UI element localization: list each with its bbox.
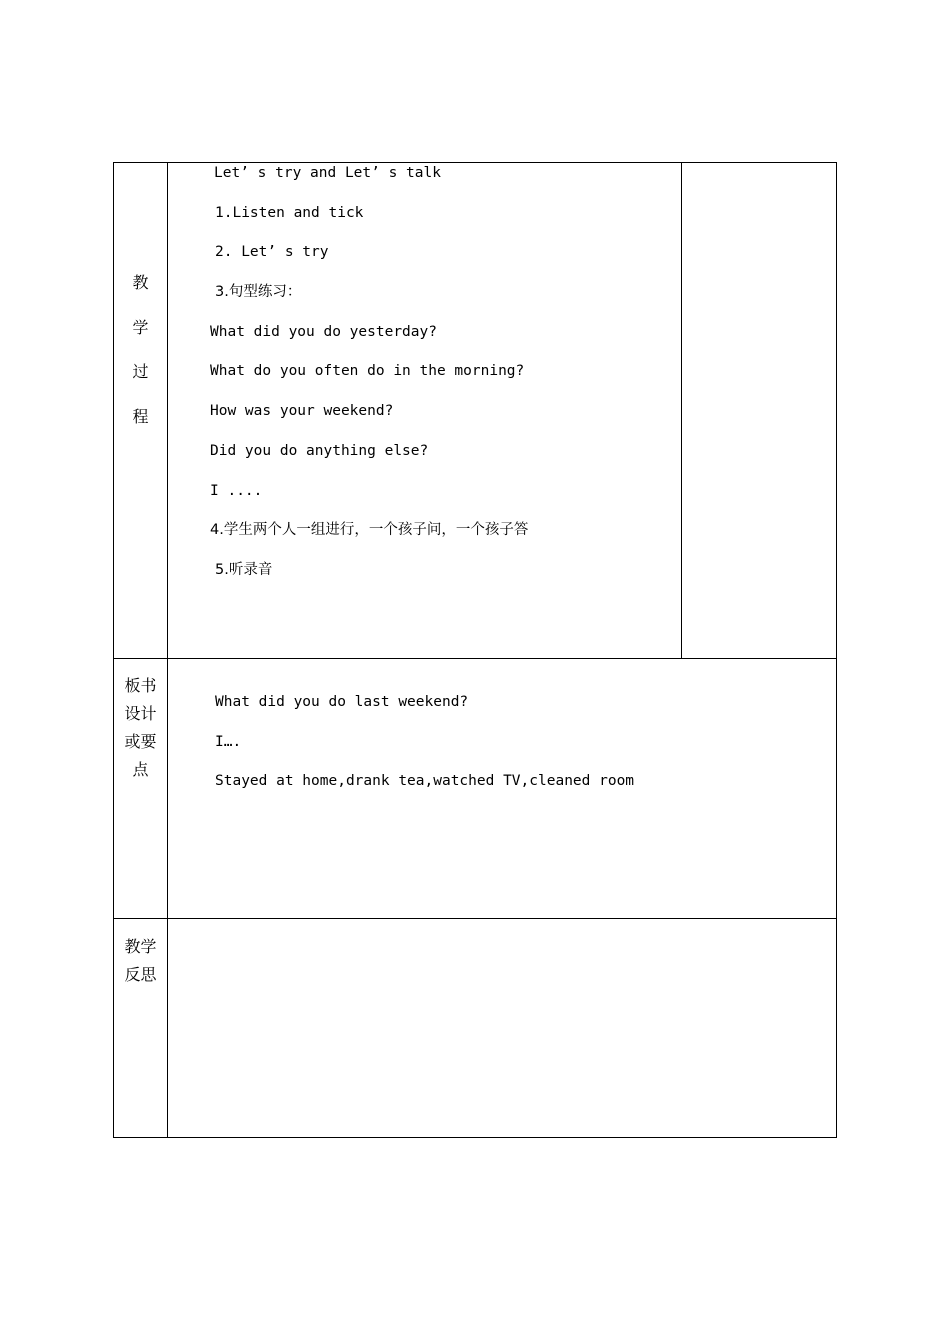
label-text: 或要 — [124, 732, 157, 751]
process-line: What do you often do in the morning? — [210, 363, 525, 379]
process-line: 4.学生两个人一组进行，一个孩子问，一个孩子答 — [210, 522, 529, 538]
process-line: 3.句型练习： — [215, 284, 302, 300]
process-line: Let’ s try and Let’ s talk — [214, 165, 441, 181]
label-text: 教学 — [124, 937, 157, 956]
teaching-process-content — [168, 163, 682, 659]
label-char: 程 — [132, 406, 149, 426]
process-line: What did you do yesterday? — [210, 324, 437, 340]
process-line: 2. Let’ s try — [215, 244, 329, 260]
board-design-row — [114, 659, 837, 919]
board-design-label-cell — [114, 659, 168, 919]
process-line: 1.Listen and tick — [215, 205, 364, 221]
process-line: 5.听录音 — [215, 562, 273, 578]
board-design-label — [114, 659, 167, 784]
teaching-process-row — [114, 163, 837, 659]
teaching-process-notes-cell — [682, 163, 837, 659]
label-char: 教 — [132, 273, 149, 292]
process-line: I .... — [210, 483, 263, 499]
reflection-row — [114, 919, 837, 1138]
label-text: 板书 — [124, 676, 157, 695]
reflection-content — [168, 919, 837, 1138]
board-line: I…. — [215, 734, 242, 750]
label-text: 反思 — [124, 965, 157, 984]
label-char: 学 — [132, 317, 149, 337]
board-design-content — [168, 659, 837, 919]
board-line: What did you do last weekend? — [215, 694, 469, 710]
label-text: 设计 — [124, 704, 157, 723]
teaching-process-label — [114, 163, 167, 439]
label-char: 过 — [132, 362, 149, 381]
reflection-label-cell — [114, 919, 168, 1138]
label-text: 点 — [132, 760, 149, 779]
process-line: How was your weekend? — [210, 403, 394, 419]
teaching-process-label-cell — [114, 163, 168, 659]
lesson-plan-table — [113, 162, 837, 1138]
board-line: Stayed at home,drank tea,watched TV,cleaned room — [215, 773, 635, 789]
reflection-label — [114, 919, 167, 989]
process-line: Did you do anything else? — [210, 443, 429, 459]
